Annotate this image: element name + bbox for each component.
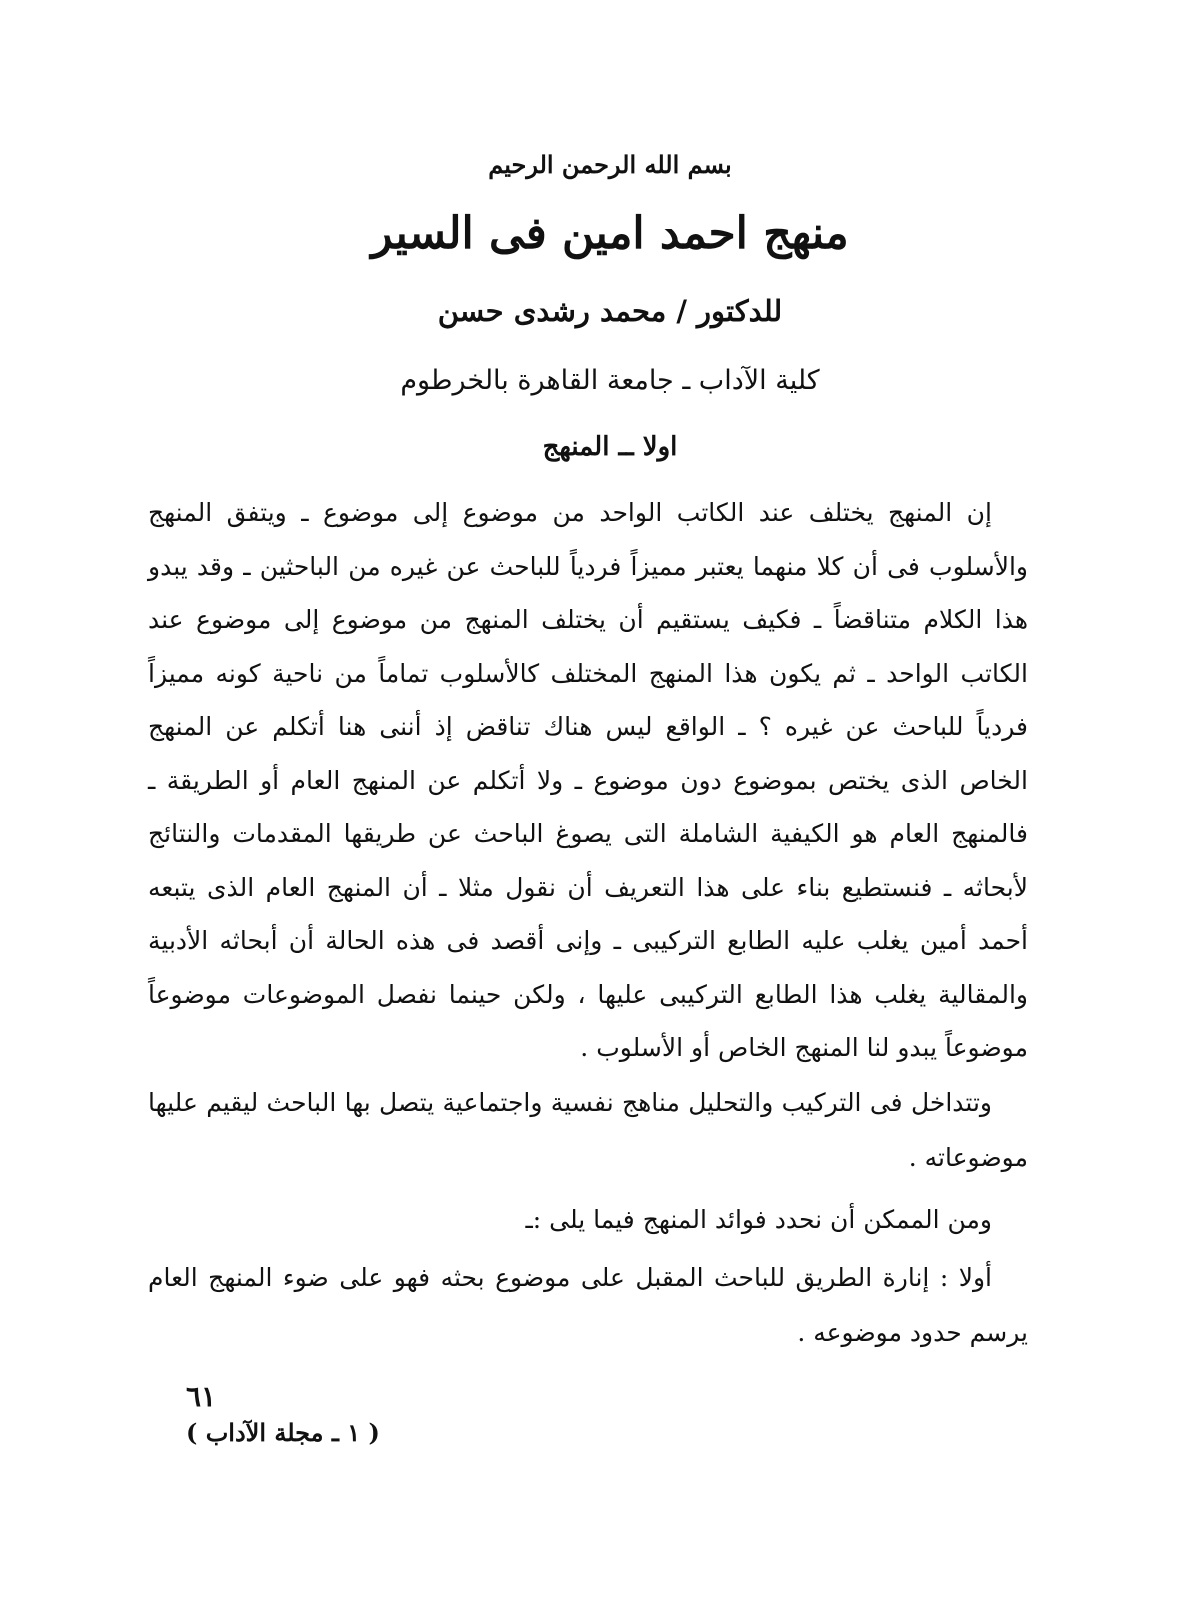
author-affiliation: كلية الآداب ـ جامعة القاهرة بالخرطوم — [400, 365, 820, 396]
body-paragraph-4: أولا : إنارة الطريق للباحث المقبل على موضوع بحثه فهو على ضوء المنهج العام يرسم حدود موضوعه . — [148, 1263, 1028, 1347]
section-heading: اولا ــ المنهج — [542, 432, 678, 462]
journal-reference: ( ١ ـ مجلة الآداب ) — [186, 1418, 380, 1447]
body-paragraph-2: وتتداخل فى التركيب والتحليل مناهج نفسية واجتماعية يتصل بها الباحث ليقيم عليها موضوعاته . — [148, 1088, 1028, 1172]
author-line: للدكتور / محمد رشدى حسن — [437, 294, 783, 328]
basmala: بسم الله الرحمن الرحيم — [488, 150, 732, 179]
body-paragraph-3: ومن الممكن أن نحدد فوائد المنهج فيما يلى :ـ — [525, 1205, 992, 1234]
page-title: منهج احمد امين فى السير — [371, 208, 849, 259]
page-number: ٦١ — [186, 1380, 217, 1413]
body-paragraph-1: إن المنهج يختلف عند الكاتب الواحد من موضوع إلى موضوع ـ ويتفق المنهج والأسلوب فى أن كلا منهما يعتبر مميزاً فردياً للباحث عن غيره من الباحثين ـ وقد يبدو هذا الكلام متناقضاً ـ فكيف يستقيم أن يختلف المنهج من موضوع إلى موضوع عند الكاتب الواحد ـ ثم يكون هذا المنهج المختلف كالأسلوب تماماً من ناحية كونه مميزاً فردياً للباحث عن غيره ؟ ـ الواقع ليس هناك تناقض إذ أننى هنا أتكلم عن المنهج الخاص الذى يختص بموضوع دون موضوع ـ ولا أتكلم عن المنهج العام أو الطريقة ـ فالمنهج العام هو الكيفية الشاملة التى يصوغ الباحث عن طريقها المقدمات والنتائج لأبحاثه ـ فنستطيع بناء على هذا التعريف أن نقول مثلا ـ أن المنهج العام الذى يتبعه أحمد أمين يغلب عليه الطابع التركيبى ـ وإنى أقصد فى هذه الحالة أن أبحاثه الأدبية والمقالية يغلب هذا الطابع التركيبى عليها ، ولكن حينما نفصل الموضوعات موضوعاً موضوعاً يبدو لنا المنهج الخاص أو الأسلوب . — [148, 498, 1028, 1062]
